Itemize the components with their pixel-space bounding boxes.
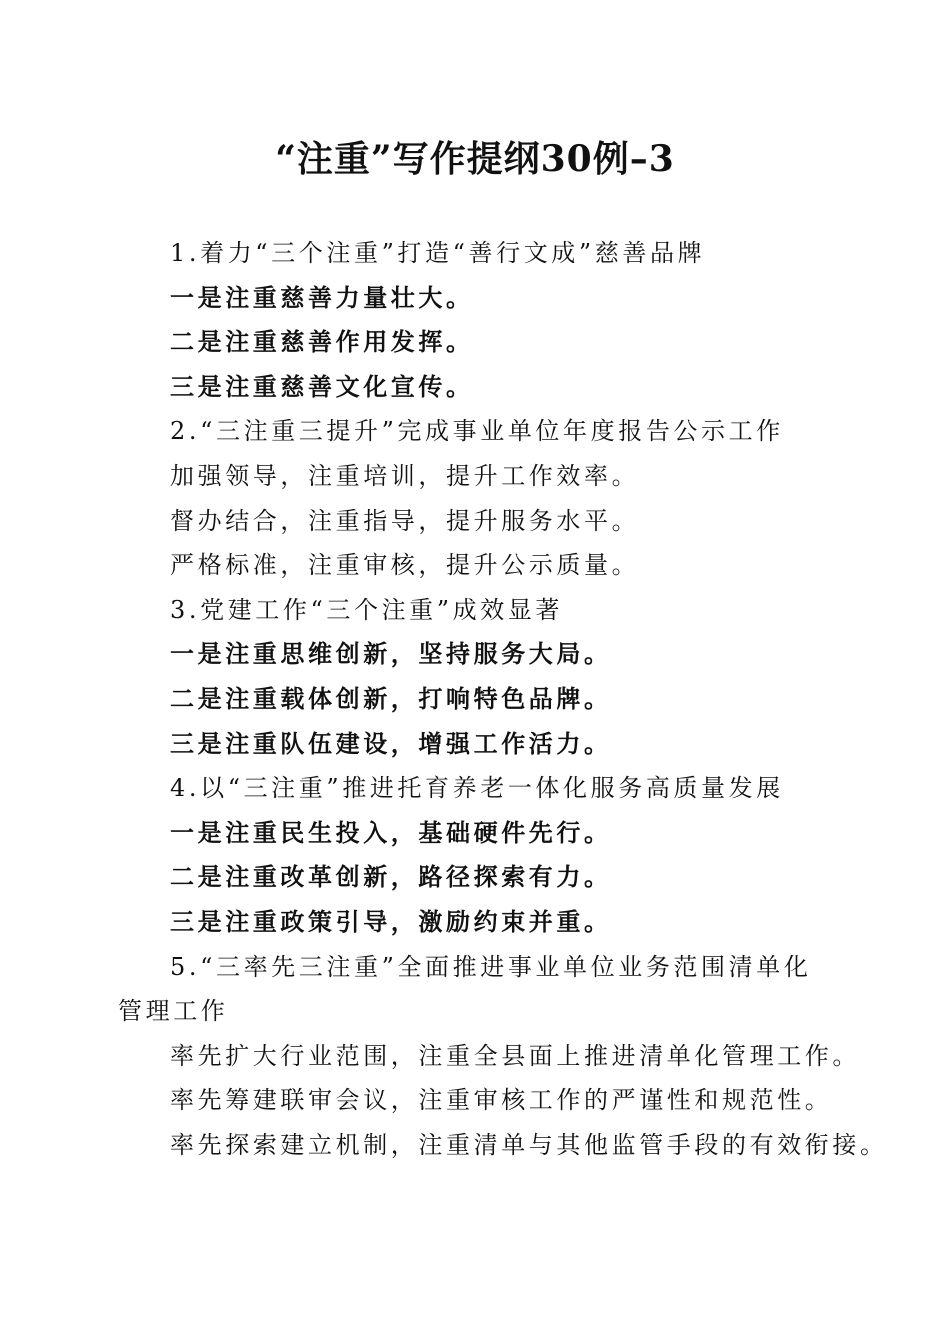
section-item: 二是注重慈善作用发挥。 bbox=[170, 327, 474, 357]
section-item: 一是注重民生投入，基础硬件先行。 bbox=[170, 817, 612, 847]
document-body bbox=[118, 231, 888, 1167]
section-item: 三是注重慈善文化宣传。 bbox=[170, 371, 474, 401]
section-heading: 4.以“三注重”推进托育养老一体化服务高质量发展 bbox=[170, 774, 784, 803]
section-item: 三是注重队伍建设，增强工作活力。 bbox=[170, 728, 612, 758]
section-item: 二是注重载体创新，打响特色品牌。 bbox=[170, 683, 612, 713]
section-item: 一是注重慈善力量壮大。 bbox=[170, 282, 474, 312]
section-item: 一是注重思维创新，坚持服务大局。 bbox=[170, 639, 612, 669]
section-heading: 5.“三率先三注重”全面推进事业单位业务范围清单化管理工作 bbox=[118, 952, 812, 1026]
section-heading: 2.“三注重三提升”完成事业单位年度报告公示工作 bbox=[170, 417, 784, 446]
section-item: 加强领导，注重培训，提升工作效率。 bbox=[170, 461, 640, 490]
section-item: 率先探索建立机制，注重清单与其他监管手段的有效衔接。 bbox=[170, 1130, 888, 1159]
section-item: 率先筹建联审会议，注重审核工作的严谨性和规范性。 bbox=[170, 1086, 833, 1115]
section-heading: 1.着力“三个注重”打造“善行文成”慈善品牌 bbox=[170, 239, 706, 267]
section-item: 督办结合，注重指导，提升服务水平。 bbox=[170, 506, 640, 535]
section-item: 三是注重政策引导，激励约束并重。 bbox=[170, 906, 612, 936]
section-item: 严格标准，注重审核，提升公示质量。 bbox=[170, 551, 640, 580]
section-item: 二是注重改革创新，路径探索有力。 bbox=[170, 862, 612, 892]
section-heading: 3.党建工作“三个注重”成效显著 bbox=[170, 595, 564, 624]
document-title: “注重”写作提纲30例–3 bbox=[275, 138, 675, 180]
section-item: 率先扩大行业范围，注重全县面上推进清单化管理工作。 bbox=[170, 1041, 860, 1070]
